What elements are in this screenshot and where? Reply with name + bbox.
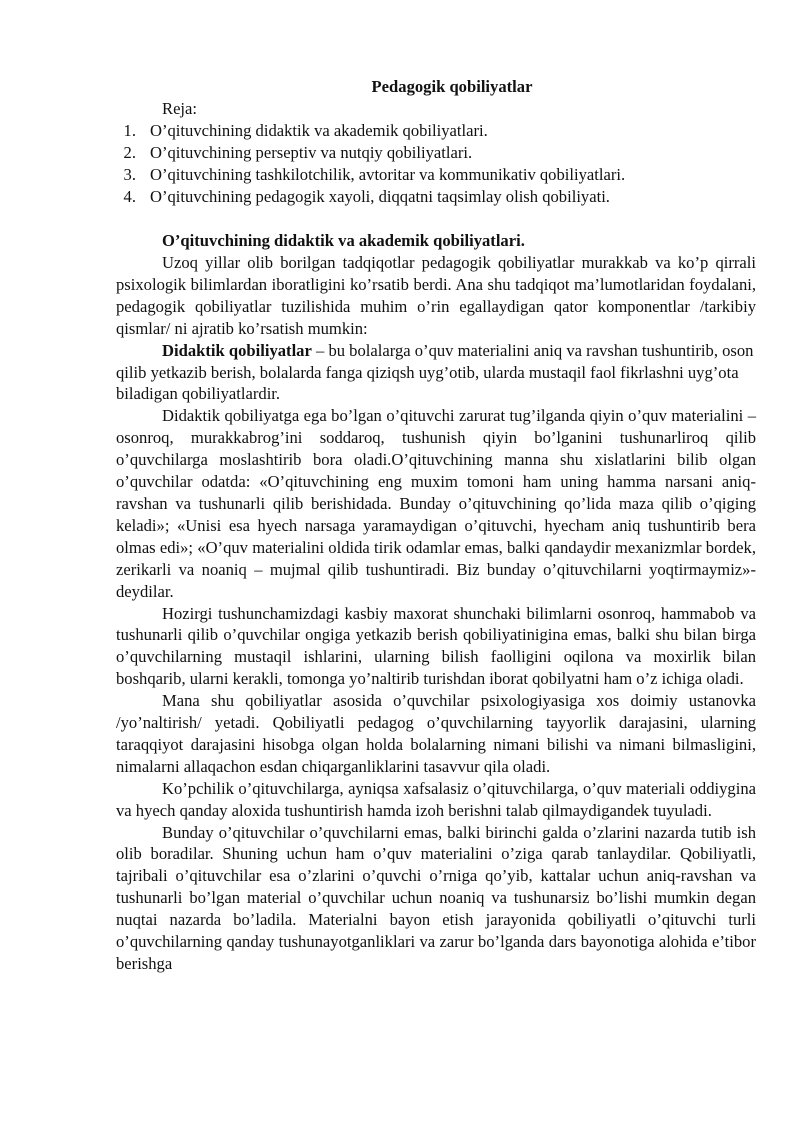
plan-item-number: 4.	[123, 186, 136, 206]
plan-item-number: 2.	[123, 142, 136, 162]
paragraph: Didaktik qobiliyatga ega bo’lgan o’qituvchi zarurat tug’ilganda qiyin o’quv materialini – osonroq, murakkabrog’ini soddaroq, tushunish qiyin bo’lganini tushunarliroq qilib o’quvchilarga moslashtirib bora oladi.O’qituvchining manna shu xislatlarini bilib olgan o’quvchilar odatda: «O’qituvchining eng muxim tomoni ham uning hamma narsani aniq-ravshan va tushunarli qilib berishidada. Bunday o’qituvchining qo’lida maza qilib o’qiging keladi»; «Unisi esa hyech narsaga yaramaydigan o’qituvchi, hyecham aniq tushuntirib bera olmas edi»; «O’quv materialini oldida tirik odamlar emas, balki qandaydir mexanizmlar bordek, zerikarli va noaniq – mujmal qilib tushuntiradi. Biz bunday o’qituvchilarni yoqtirmaymiz»-deydilar.	[116, 406, 756, 601]
plan-item-text: O’qituvchining perseptiv va nutqiy qobiliyatlari.	[150, 142, 473, 162]
paragraph: Mana shu qobiliyatlar asosida o’quvchilar psixologiyasiga xos doimiy ustanovka /yo’naltirish/ yetadi. Qobiliyatli pedagog o’quvchilarning tayyorlik darajasini, ularning taraqqiyot darajasini hisobga olgan holda bolalarning nimani bilishi va nimani bilmasligini, nimalarni allaqachon esdan chiqarganliklarini tasavvur qila oladi.	[116, 691, 756, 776]
plan-item	[112, 186, 752, 208]
plan-item	[112, 120, 752, 142]
plan-item	[112, 164, 752, 186]
body-text	[116, 252, 756, 975]
section-heading: O’qituvchining didaktik va akademik qobiliyatlari.	[162, 231, 525, 250]
plan-item-number: 1.	[123, 121, 136, 140]
paragraph-text: – bu bolalarga o’quv materialini aniq va ravshan tushuntirib, oson qilib yetkazib berish, bolalarda fanga qiziqsh uyg’otib, ularda mustaqil faol fikrlashni uyg’ota biladigan qobiliyatlardir.	[116, 340, 754, 404]
term-bold: Didaktik qobiliyatlar	[162, 340, 312, 360]
paragraph: Ko’pchilik o’qituvchilarga, ayniqsa xafsalasiz o’qituvchilarga, o’quv materiali oddiygina va hyech qanday aloxida tushuntirish hamda izoh berishni talab qilmaydigandek tuyuladi.	[116, 778, 756, 820]
page-title: Pedagogik qobiliyatlar	[371, 77, 533, 96]
plan-item	[112, 142, 752, 164]
plan-list	[112, 120, 752, 208]
plan-item-text: O’qituvchining pedagogik xayoli, diqqatni taqsimlay olish qobiliyati.	[150, 186, 610, 206]
plan-label: Reja:	[162, 99, 198, 118]
plan-item-text: O’qituvchining didaktik va akademik qobiliyatlari.	[150, 121, 488, 140]
plan-item-number: 3.	[123, 164, 136, 184]
plan-item-text: O’qituvchining tashkilotchilik, avtoritar va kommunikativ qobiliyatlari.	[150, 164, 626, 184]
paragraph	[116, 340, 756, 406]
paragraph: Hozirgi tushunchamizdagi kasbiy maxorat shunchaki bilimlarni osonroq, hammabob va tushunarli qilib o’quvchilar ongiga yetkazib berish qobiliyatinigina emas, balki shu bilan birga o’quvchilarning mustaqil ishlarini, ularning bilish faolligini oqilona va moxirlik bilan boshqarib, ularni kerakli, tomonga yo’naltirib turishdan iborat qobilyatni ham o’z ichiga oladi.	[116, 603, 756, 689]
paragraph: Uzoq yillar olib borilgan tadqiqotlar pedagogik qobiliyatlar murakkab va ko’p qirrali psixologik bilimlardan iboratligini ko’rsatib berdi. Ana shu tadqiqot ma’lumotlaridan foydalani, pedagogik qobiliyatlar tuzilishida muhim o’rin egallaydigan qator komponentlar /tarkibiy qismlar/ ni ajratib ko’rsatish mumkin:	[116, 253, 756, 338]
paragraph: Bunday o’qituvchilar o’quvchilarni emas, balki birinchi galda o’zlarini nazarda tutib ish olib boradilar. Shuning uchun ham o’quv materialini o’ziga qarab tanlaydilar. Qobiliyatli, tajribali o’qituvchilar esa o’zlarini o’quvchi o’rniga qo’yib, kattalar uchun aniq-ravshan va tushunarli bo’lgan material o’quvchilar uchun noaniq va tushunarsiz bo’lishi mumkin degan nuqtai nazarda bo’ladila. Materialni bayon etish jarayonida qobiliyatli o’qituvchi turli o’quvchilarning qanday tushunayotganliklari va zarur bo’lganda dars bayonotiga alohida e’tibor berishga	[116, 822, 756, 973]
